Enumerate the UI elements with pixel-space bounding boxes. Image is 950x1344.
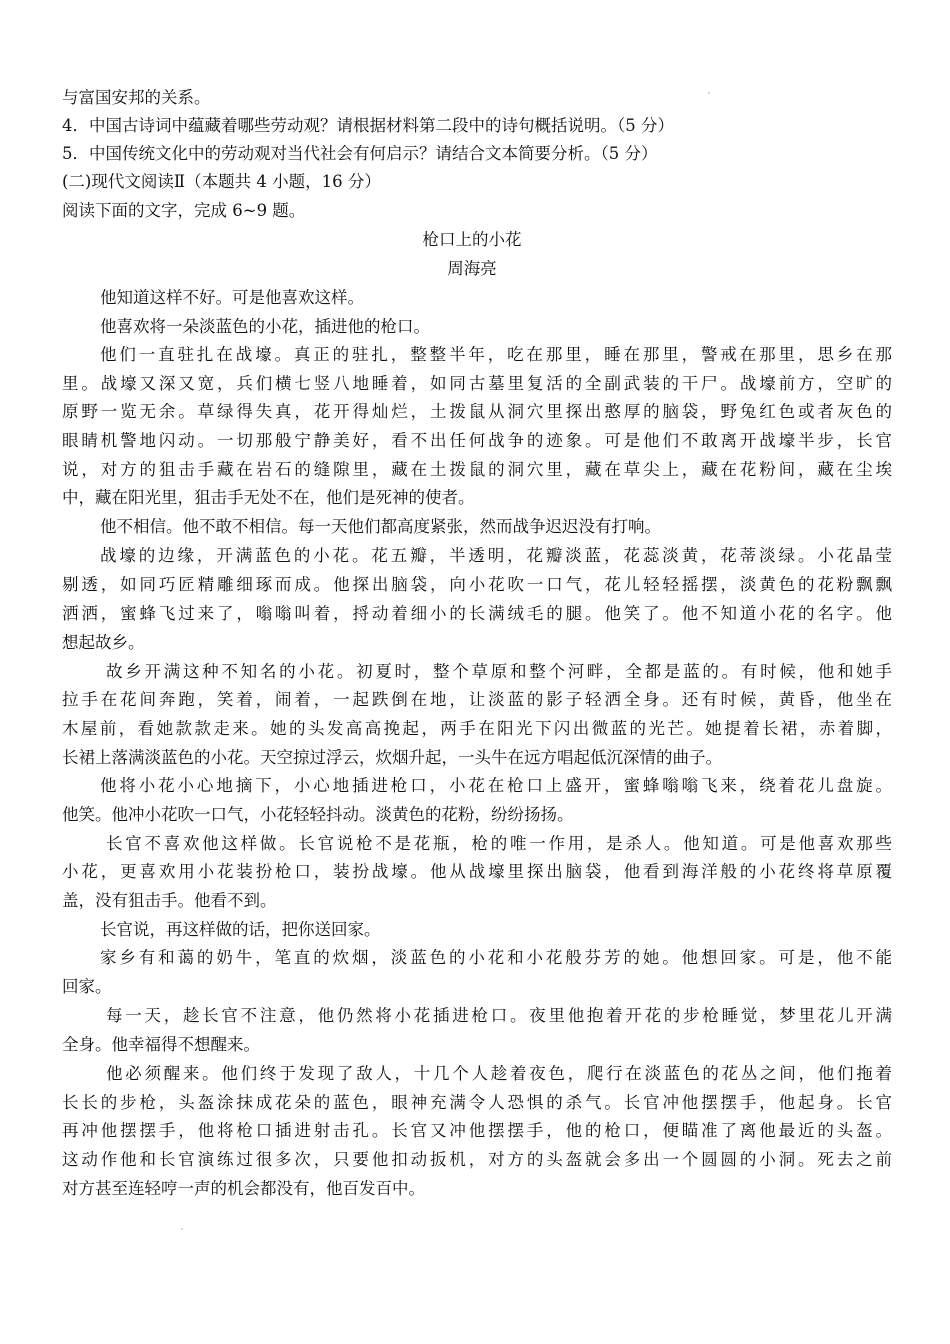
paragraph-line: 里。战壕又深又宽，兵们横七竖八地睡着，如同古墓里复活的全副武装的干尸。战壕前方，空旷的 [62,374,892,393]
paragraph-line: 长长的步枪，头盔涂抹成花朵的蓝色，眼神充满令人恐惧的杀气。长官冲他摆摆手，他起身。长官 [62,1093,892,1112]
paragraph-line: 想起故乡。 [62,633,145,652]
paragraph-line: 家乡有和蔼的奶牛，笔直的炊烟，淡蓝色的小花和小花般芬芳的她。他想回家。可是，他不能 [100,948,892,967]
story-author: 周海亮 [447,259,497,278]
paragraph-line: 再冲他摆摆手，他将枪口插进射击孔。长官又冲他摆摆手，他的枪口，便瞄准了离他最近的头盔。 [62,1121,892,1140]
paragraph-line: 长官说，再这样做的话，把你送回家。 [100,920,381,939]
paragraph-line: 他笑。他冲小花吹一口气，小花轻轻抖动。淡黄色的花粉，纷纷扬扬。 [62,805,574,824]
paragraph-line: 他们一直驻扎在战壕。真正的驻扎，整整半年，吃在那里，睡在那里，警戒在那里，思乡在那 [100,345,892,364]
paragraph-line: 木屋前，看她款款走来。她的头发高高挽起，两手在阳光下闪出微蓝的光芒。她提着长裙，赤着脚， [62,719,892,738]
paragraph-line: 原野一览无余。草绿得失真，花开得灿烂，土拨鼠从洞穴里探出憨厚的脑袋，野兔红色或者灰色的 [62,402,892,421]
section-heading: (二)现代文阅读Ⅱ（本题共 4 小题，16 分） [62,172,381,191]
paragraph-line: 这动作他和长官演练过很多次，只要他扣动扳机，对方的头盔就会多出一个圆圆的小洞。死去之前 [62,1150,892,1169]
paragraph-line: 拉手在花间奔跑，笑着，闹着，一起跌倒在地，让淡蓝的影子轻洒全身。还有时候，黄昏，他坐在 [62,690,892,709]
paragraph-line: 长官不喜欢他这样做。长官说枪不是花瓶，枪的唯一作用，是杀人。他知道。可是他喜欢那些 [106,834,892,853]
question-3-tail: 与富国安邦的关系。 [62,88,211,107]
paragraph-line: 对方甚至连轻哼一声的机会都没有，他百发百中。 [62,1179,425,1198]
paragraph-line: 说，对方的狙击手藏在岩石的缝隙里，藏在土拨鼠的洞穴里，藏在草尖上，藏在花粉间，藏在尘埃 [62,460,892,479]
paragraph-line: 故乡开满这种不知名的小花。初夏时，整个草原和整个河畔，全都是蓝的。有时候，他和她手 [106,662,892,681]
paragraph-line: 战壕的边缘，开满蓝色的小花。花五瓣，半透明，花瓣淡蓝，花蕊淡黄，花蒂淡绿。小花晶莹 [100,546,892,565]
paragraph-line: 眼睛机警地闪动。一切那般宁静美好，看不出任何战争的迹象。可是他们不敢离开战壕半步，长官 [62,431,892,450]
paragraph-line: 他喜欢将一朵淡蓝色的小花，插进他的枪口。 [100,317,430,336]
paragraph-line: 回家。 [62,977,112,996]
paragraph-line: 他知道这样不好。可是他喜欢这样。 [100,288,364,307]
scan-speck [181,1228,183,1230]
paragraph-line: 剔透，如同巧匠精雕细琢而成。他探出脑袋，向小花吹一口气，花儿轻轻摇摆，淡黄色的花粉飘飘 [62,575,892,594]
paragraph-line: 全身。他幸福得不想醒来。 [62,1035,260,1054]
paragraph-line: 他必须醒来。他们终于发现了敌人，十几个人趁着夜色，爬行在淡蓝色的花丛之间，他们拖着 [106,1064,892,1083]
paragraph-line: 中，藏在阳光里，狙击手无处不在，他们是死神的使者。 [62,488,475,507]
question-4: 4．中国古诗词中蕴藏着哪些劳动观？请根据材料第二段中的诗句概括说明。（5 分） [62,116,674,135]
paragraph-line: 小花，更喜欢用小花装扮枪口，装扮战壕。他从战壕里探出脑袋，他看到海洋般的小花终将草原覆 [62,862,892,881]
paragraph-line: 每一天，趁长官不注意，他仍然将小花插进枪口。夜里他抱着开花的步枪睡觉，梦里花儿开满 [106,1006,892,1025]
paragraph-line: 盖，没有狙击手。他看不到。 [62,891,277,910]
paragraph-line: 他将小花小心地摘下，小心地插进枪口，小花在枪口上盛开，蜜蜂嗡嗡飞来，绕着花儿盘旋。 [100,776,892,795]
paragraph-line: 他不相信。他不敢不相信。每一天他们都高度紧张，然而战争迟迟没有打响。 [100,517,661,536]
paragraph-line: 长裙上落满淡蓝色的小花。天空掠过浮云，炊烟升起，一头牛在远方唱起低沉深情的曲子。 [62,748,722,767]
paragraph-line: 洒洒，蜜蜂飞过来了，嗡嗡叫着，捋动着细小的长满绒毛的腿。他笑了。他不知道小花的名字。他 [62,604,892,623]
story-title: 枪口上的小花 [422,230,522,249]
section-instruction: 阅读下面的文字，完成 6~9 题。 [62,201,306,220]
question-5: 5．中国传统文化中的劳动观对当代社会有何启示？请结合文本简要分析。（5 分） [62,144,658,163]
scan-speck [708,92,710,94]
